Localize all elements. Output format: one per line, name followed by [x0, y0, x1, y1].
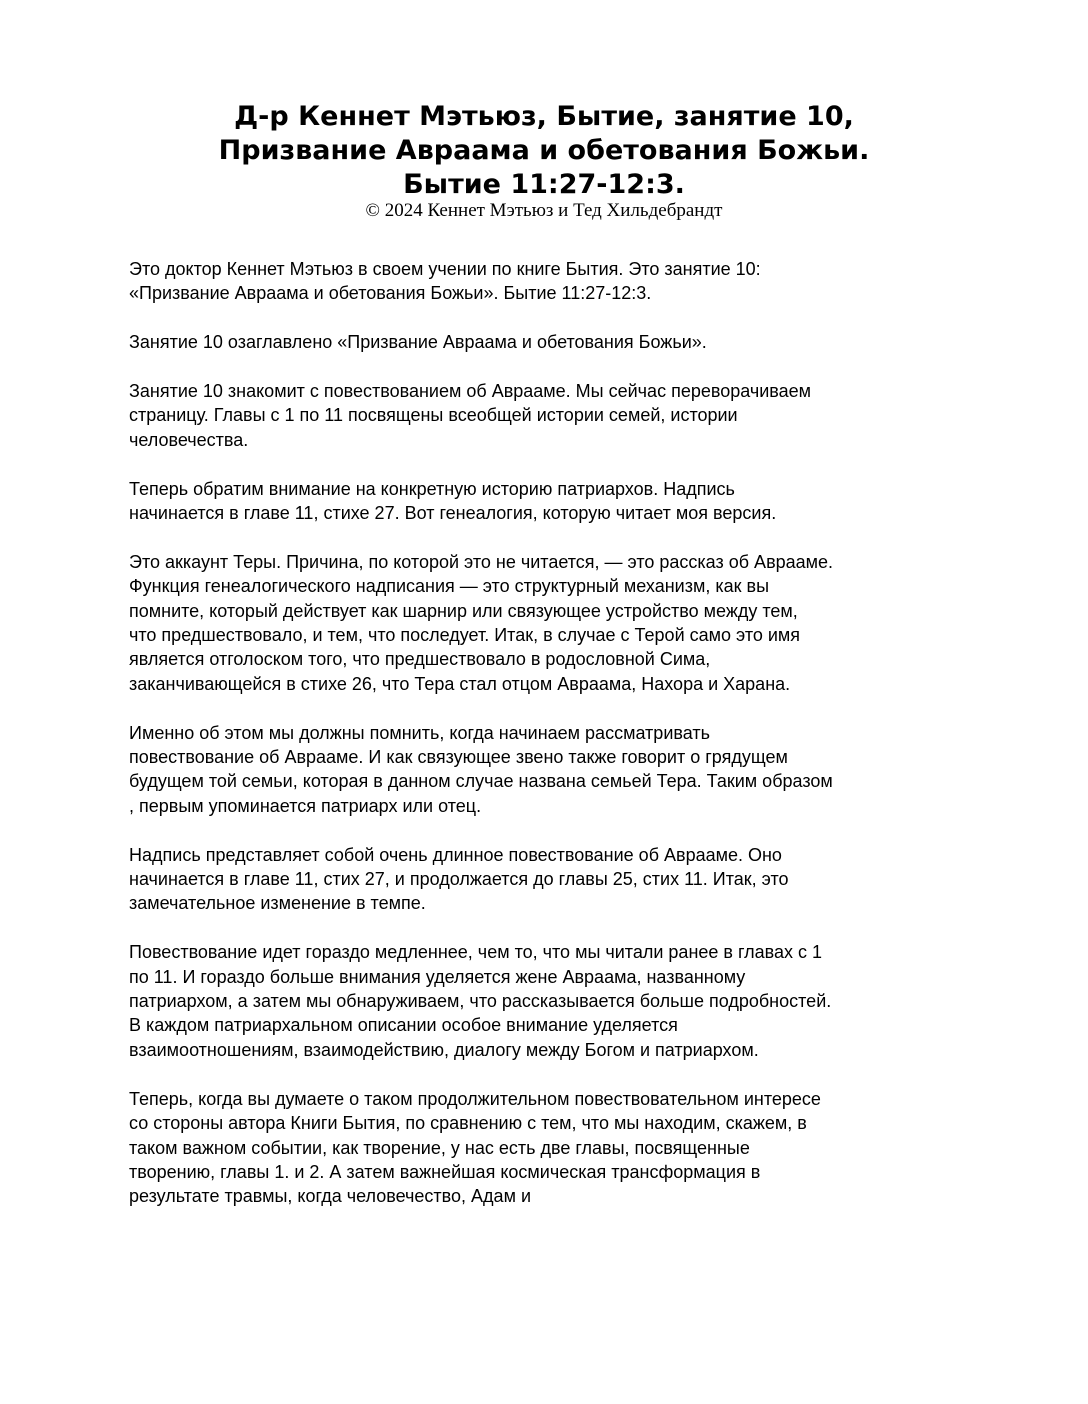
document-body — [129, 257, 979, 1233]
paragraph-8 — [129, 940, 979, 1062]
paragraph-5 — [129, 550, 979, 696]
text-line: что предшествовало, и тем, что последует. Итак, в случае с Терой само это имя — [129, 625, 801, 646]
text-line: Функция генеалогического надписания — это структурный механизм, как вы — [129, 576, 770, 597]
text-line: является отголоском того, что предшествовало в родословной Сима, — [129, 649, 711, 670]
text-line: помните, который действует как шарнир или связующее устройство между тем, — [129, 600, 798, 621]
title-line-1: Д-р Кеннет Мэтьюз, Бытие, занятие 10, — [234, 101, 854, 132]
paragraph-4 — [129, 477, 979, 526]
text-line: Занятие 10 знакомит с повествованием об Аврааме. Мы сейчас переворачиваем — [129, 381, 812, 401]
text-line: страницу. Главы с 1 по 11 посвящены всеобщей истории семей, истории — [129, 405, 738, 426]
text-line: Теперь обратим внимание на конкретную историю патриархов. Надпись — [129, 478, 735, 499]
paragraph-2 — [129, 330, 979, 354]
paragraph-6 — [129, 721, 979, 819]
document-header — [0, 100, 1088, 222]
copyright-notice: © 2024 Кеннет Мэтьюз и Тед Хильдебрандт — [365, 200, 723, 221]
text-line: таком важном событии, как творение, у нас есть две главы, посвященные — [129, 1137, 750, 1158]
text-line: Занятие 10 озаглавлено «Призвание Авраама и обетования Божьи». — [129, 332, 707, 353]
text-line: повествование об Аврааме. И как связующее звено также говорит о грядущем — [129, 747, 788, 768]
text-line: Теперь, когда вы думаете о таком продолжительном повествовательном интересе — [129, 1088, 821, 1109]
text-line: творению, главы 1. и 2. А затем важнейшая космическая трансформация в — [129, 1161, 761, 1182]
text-line: Именно об этом мы должны помнить, когда начинаем рассматривать — [129, 722, 710, 743]
text-line: по 11. И гораздо больше внимания уделяется жене Авраама, названному — [129, 966, 746, 987]
text-line: Это доктор Кеннет Мэтьюз в своем учении по книге Бытия. Это занятие 10: — [129, 259, 761, 279]
paragraph-9 — [129, 1087, 979, 1209]
text-line: заканчивающейся в стихе 26, что Тера стал отцом Авраама, Нахора и Харана. — [129, 673, 791, 694]
text-line: результате травмы, когда человечество, Адам и — [129, 1186, 532, 1207]
text-line: патриархом, а затем мы обнаруживаем, что рассказывается больше подробностей. — [129, 991, 832, 1012]
text-line: Это аккаунт Теры. Причина, по которой это не читается, — это рассказ об Аврааме. — [129, 551, 834, 572]
text-line: человечества. — [129, 429, 249, 450]
text-line: замечательное изменение в темпе. — [129, 893, 426, 914]
text-line: В каждом патриархальном описании особое внимание уделяется — [129, 1015, 678, 1036]
text-line: «Призвание Авраама и обетования Божьи». Бытие 11:27-12:3. — [129, 283, 652, 304]
text-line: начинается в главе 11, стих 27, и продолжается до главы 25, стих 11. Итак, это — [129, 869, 789, 890]
paragraph-3 — [129, 379, 979, 452]
title-line-2: Призвание Авраама и обетования Божьи. — [218, 135, 870, 166]
text-line: Надпись представляет собой очень длинное повествование об Аврааме. Оно — [129, 844, 782, 865]
text-line: Повествование идет гораздо медленнее, чем то, что мы читали ранее в главах с 1 — [129, 942, 823, 963]
paragraph-7 — [129, 843, 979, 916]
text-line: со стороны автора Книги Бытия, по сравнению с тем, что мы находим, скажем, в — [129, 1113, 807, 1134]
title-line-3: Бытие 11:27-12:3. — [403, 169, 685, 200]
text-line: будущем той семьи, которая в данном случае названа семьей Тера. Таким образом — [129, 771, 833, 792]
text-line: , первым упоминается патриарх или отец. — [129, 795, 482, 816]
text-line: взаимоотношениям, взаимодействию, диалогу между Богом и патриархом. — [129, 1039, 759, 1060]
text-line: начинается в главе 11, стихе 27. Вот генеалогия, которую читает моя версия. — [129, 503, 777, 524]
paragraph-1 — [129, 257, 979, 306]
